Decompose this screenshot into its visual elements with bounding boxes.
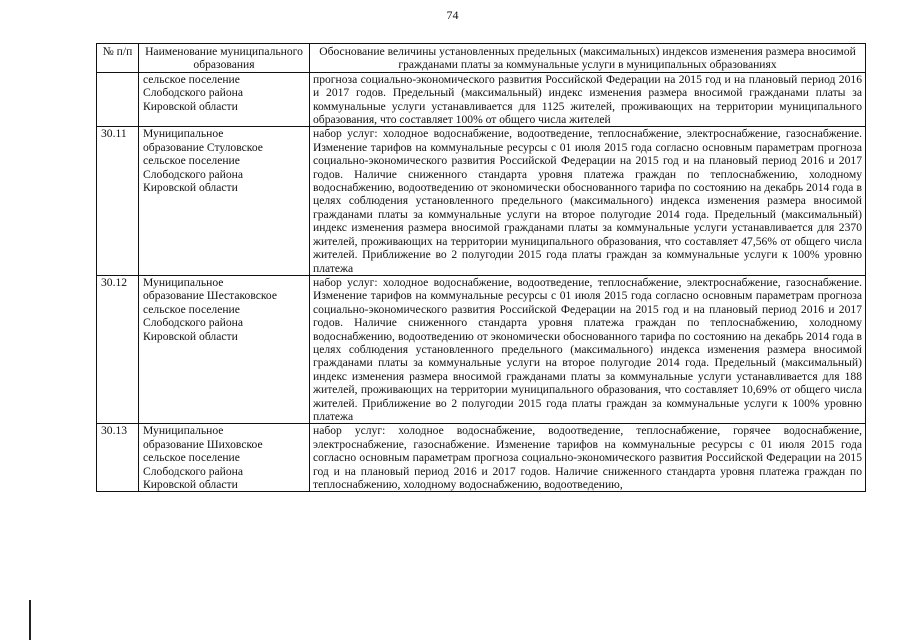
table-row (97, 275, 866, 423)
municipality-name: Муниципальное образование Шестаковское сельское поселение Слободского района Кировской области (139, 275, 310, 423)
binding-mark (29, 600, 31, 640)
row-number: 30.13 (97, 424, 139, 492)
justification-text: набор услуг: холодное водоснабжение, водоотведение, теплоснабжение, электроснабжение, газоснабжение. Изменение тарифов на коммунальные ресурсы с 01 июля 2015 года согласно основным параметрам прогноза социально-экономического развития Российской Федерации на 2015 год и на плановый период 2016 и 2017 годов. Наличие сниженного стандарта уровня платежа граждан по теплоснабжению, холодному водоснабжению, водоотведению от экономически обоснованного тарифа по состоянию на декабрь 2014 года в целях соблюдения установленного предельного (максимального) индекса изменения размера вносимой гражданами платы за коммунальные услуги на второе полугодие 2014 года. Предельный (максимальный) индекс изменения размера вносимой гражданами платы за коммунальные услуги устанавливается для 2370 жителей, проживающих на территории муниципального образования, что составляет 47,56% от общего числа жителей. Приближение во 2 полугодии 2015 года платы граждан за коммунальные услуги к 100% уровню платежа (310, 127, 866, 275)
header-justification: Обоснование величины установленных предельных (максимальных) индексов изменения размера вносимой гражданами платы за коммунальные услуги в муниципальных образованиях (310, 44, 866, 73)
header-number: № п/п (97, 44, 139, 73)
row-number (97, 72, 139, 127)
table-header-row (97, 44, 866, 73)
table-row (97, 424, 866, 492)
row-number: 30.12 (97, 275, 139, 423)
table-row (97, 127, 866, 275)
row-number: 30.11 (97, 127, 139, 275)
justification-text: прогноза социально-экономического развития Российской Федерации на 2015 год и на плановый период 2016 и 2017 годов. Предельный (максимальный) индекс изменения размера вносимой гражданами платы за коммунальные услуги устанавливается для 1125 жителей, проживающих на территории муниципального образования, что составляет 100% от общего числа жителей (310, 72, 866, 127)
justification-text: набор услуг: холодное водоснабжение, водоотведение, теплоснабжение, горячее водоснабжение, электроснабжение, газоснабжение. Изменение тарифов на коммунальные ресурсы с 01 июля 2015 года согласно основным параметрам прогноза социально-экономического развития Российской Федерации на 2015 год и на плановый период 2016 и 2017 годов. Наличие сниженного стандарта уровня платежа граждан по теплоснабжению, холодному водоснабжению, водоотведению, (310, 424, 866, 492)
justification-text: набор услуг: холодное водоснабжение, водоотведение, теплоснабжение, электроснабжение, газоснабжение. Изменение тарифов на коммунальные ресурсы с 01 июля 2015 года согласно основным параметрам прогноза социально-экономического развития Российской Федерации на 2015 год и на плановый период 2016 и 2017 годов. Наличие сниженного стандарта уровня платежа граждан по теплоснабжению, холодному водоснабжению, водоотведению от экономически обоснованного тарифа по состоянию на декабрь 2014 года в целях соблюдения установленного предельного (максимального) индекса изменения размера вносимой гражданами платы за коммунальные услуги на второе полугодие 2014 года. Предельный (максимальный) индекс изменения размера вносимой гражданами платы за коммунальные услуги устанавливается для 188 жителей, проживающих на территории муниципального образования, что составляет 10,69% от общего числа жителей. Приближение во 2 полугодии 2015 года платы граждан за коммунальные услуги к 100% уровню платежа (310, 275, 866, 423)
municipality-name: Муниципальное образование Шиховское сельское поселение Слободского района Кировской области (139, 424, 310, 492)
index-table (96, 43, 866, 492)
municipality-name: Муниципальное образование Стуловское сельское поселение Слободского района Кировской области (139, 127, 310, 275)
page-number: 74 (446, 8, 459, 22)
header-municipality: Наименование муниципального образования (139, 44, 310, 73)
municipality-name: сельское поселение Слободского района Кировской области (139, 72, 310, 127)
table-row (97, 72, 866, 127)
